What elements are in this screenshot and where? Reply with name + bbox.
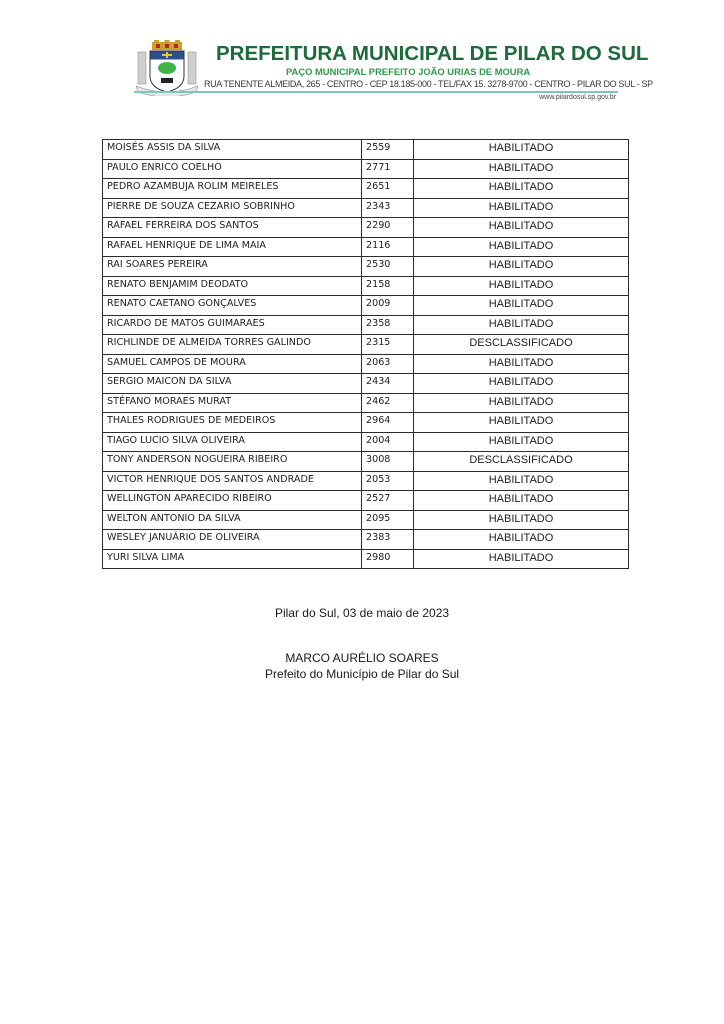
registration-number: 2771 [362,159,414,179]
candidate-name: THALES RODRIGUES DE MEDEIROS [103,413,362,433]
candidate-name: TIAGO LUCIO SILVA OLIVEIRA [103,432,362,452]
status-cell: HABILITADO [414,530,629,550]
status-cell: HABILITADO [414,510,629,530]
registration-number: 2343 [362,198,414,218]
registration-number: 2158 [362,276,414,296]
candidate-name: RENATO CAETANO GONÇALVES [103,296,362,316]
letterhead-subtitle: PAÇO MUNICIPAL PREFEITO JOÃO URIAS DE MOURA [286,66,531,77]
registration-number: 2530 [362,257,414,277]
registration-number: 2434 [362,374,414,394]
letterhead-divider [134,91,618,93]
table-row [103,159,629,179]
table-row [103,237,629,257]
registration-number: 2964 [362,413,414,433]
status-cell: HABILITADO [414,393,629,413]
registration-number: 2063 [362,354,414,374]
table-row [103,198,629,218]
candidate-name: RAFAEL HENRIQUE DE LIMA MAIA [103,237,362,257]
table-row [103,432,629,452]
signer-role: Prefeito do Município de Pilar do Sul [264,667,460,681]
results-table [102,139,629,569]
candidate-name: WELLINGTON APARECIDO RIBEIRO [103,491,362,511]
candidate-name: WELTON ANTONIO DA SILVA [103,510,362,530]
candidate-name: PEDRO AZAMBUJA ROLIM MEIRELES [103,179,362,199]
table-row [103,374,629,394]
status-cell: HABILITADO [414,276,629,296]
table-row [103,549,629,569]
registration-number: 2290 [362,218,414,238]
status-cell: HABILITADO [414,296,629,316]
results-table-body [103,140,629,569]
candidate-name: STÉFANO MORAES MURAT [103,393,362,413]
registration-number: 2358 [362,315,414,335]
status-cell: HABILITADO [414,549,629,569]
table-row [103,257,629,277]
status-cell: HABILITADO [414,315,629,335]
candidate-name: WESLEY JANUÁRIO DE OLIVEIRA [103,530,362,550]
candidate-name: RAI SOARES PEREIRA [103,257,362,277]
registration-number: 2527 [362,491,414,511]
date-line: Pilar do Sul, 03 de maio de 2023 [274,606,450,620]
status-cell: HABILITADO [414,140,629,160]
status-cell: HABILITADO [414,471,629,491]
candidate-name: PAULO ENRICO COELHO [103,159,362,179]
table-row [103,491,629,511]
status-cell: HABILITADO [414,413,629,433]
status-cell: DESCLASSIFICADO [414,335,629,355]
letterhead-title: PREFEITURA MUNICIPAL DE PILAR DO SUL [216,42,649,65]
candidate-name: PIERRE DE SOUZA CEZARIO SOBRINHO [103,198,362,218]
table-row [103,452,629,472]
status-cell: HABILITADO [414,354,629,374]
status-cell: HABILITADO [414,237,629,257]
registration-number: 2462 [362,393,414,413]
registration-number: 2053 [362,471,414,491]
registration-number: 2980 [362,549,414,569]
registration-number: 3008 [362,452,414,472]
signer-name: MARCO AURÉLIO SOARES [285,651,439,665]
table-row [103,530,629,550]
status-cell: HABILITADO [414,257,629,277]
table-row [103,179,629,199]
table-row [103,140,629,160]
registration-number: 2651 [362,179,414,199]
registration-number: 2116 [362,237,414,257]
status-cell: HABILITADO [414,198,629,218]
candidate-name: YURI SILVA LIMA [103,549,362,569]
status-cell: HABILITADO [414,179,629,199]
status-cell: HABILITADO [414,159,629,179]
registration-number: 2004 [362,432,414,452]
status-cell: HABILITADO [414,432,629,452]
registration-number: 2315 [362,335,414,355]
candidate-name: RAFAEL FERREIRA DOS SANTOS [103,218,362,238]
table-row [103,471,629,491]
candidate-name: MOISÉS ASSIS DA SILVA [103,140,362,160]
status-cell: HABILITADO [414,491,629,511]
candidate-name: VICTOR HENRIQUE DOS SANTOS ANDRADE [103,471,362,491]
status-cell: HABILITADO [414,218,629,238]
status-cell: DESCLASSIFICADO [414,452,629,472]
table-row [103,276,629,296]
registration-number: 2559 [362,140,414,160]
candidate-name: SAMUEL CAMPOS DE MOURA [103,354,362,374]
candidate-name: RENATO BENJAMIM DEODATO [103,276,362,296]
table-row [103,218,629,238]
letterhead [134,40,653,102]
candidate-name: TONY ANDERSON NOGUEIRA RIBEIRO [103,452,362,472]
status-cell: HABILITADO [414,374,629,394]
table-row [103,510,629,530]
registration-number: 2009 [362,296,414,316]
table-row [103,335,629,355]
table-row [103,354,629,374]
table-row [103,393,629,413]
candidate-name: RICHLINDE DE ALMEIDA TORRES GALINDO [103,335,362,355]
candidate-name: SERGIO MAICON DA SILVA [103,374,362,394]
coat-of-arms-icon [134,40,200,96]
table-row [103,296,629,316]
table-row [103,315,629,335]
candidate-name: RICARDO DE MATOS GUIMARAES [103,315,362,335]
registration-number: 2383 [362,530,414,550]
letterhead-url: www.pilardosul.sp.gov.br [539,94,616,101]
registration-number: 2095 [362,510,414,530]
letterhead-address: RUA TENENTE ALMEIDA, 265 - CENTRO - CEP 18.185-000 - TEL/FAX 15. 3278-9700 - CENTRO - PILAR DO SUL - SP [204,79,653,89]
table-row [103,413,629,433]
